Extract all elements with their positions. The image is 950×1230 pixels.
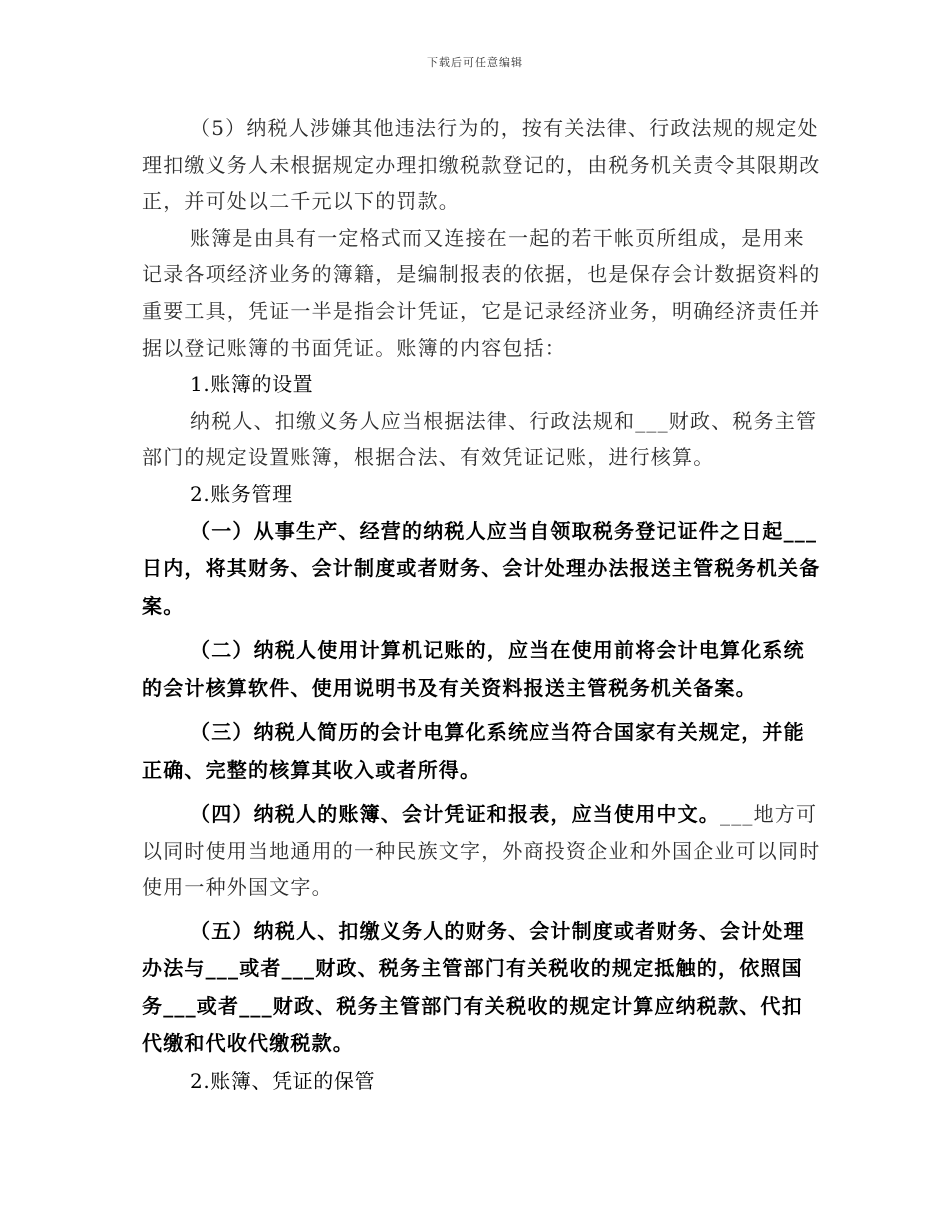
paragraph-item-5: （五）纳税人、扣缴义务人的财务、会计制度或者财务、会计处理办法与___或者___财政、税务主管部门有关税收的规定抵触的，依照国务___或者___财政、税务主管部门有关税收的规定计算应纳税款、代扣代缴和代收代缴税款。 <box>142 918 805 1056</box>
paragraph-item-1: （一）从事生产、经营的纳税人应当自领取税务登记证件之日起___日内，将其财务、会计制度或者财务、会计处理办法报送主管税务机关备案。 <box>142 518 821 618</box>
section-heading-account-management: 2.账务管理 <box>190 481 293 506</box>
paragraph-item-4-regular: ___地方可以同时使用当地通用的一种民族文字，外商投资企业和外国企业可以同时使用一种外国文字。 <box>142 802 821 900</box>
paragraph-item-3: （三）纳税人简历的会计电算化系统应当符合国家有关规定，并能正确、完整的核算其收入或者所得。 <box>142 720 805 782</box>
section-heading-account-setup: 1.账簿的设置 <box>190 372 314 397</box>
document-body <box>142 110 822 1099</box>
page-header: 下载后可任意编辑 <box>427 56 523 69</box>
paragraph-item-4-bold: （四）纳税人的账簿、会计凭证和报表，应当使用中文。 <box>190 802 720 827</box>
paragraph-item-4 <box>142 796 822 906</box>
paragraph-penalty: （5）纳税人涉嫌其他违法行为的，按有关法律、行政法规的规定处理扣缴义务人未根据规定办理扣缴税款登记的，由税务机关责令其限期改正，并可处以二千元以下的罚款。 <box>142 116 821 214</box>
section-heading-storage: 2.账簿、凭证的保管 <box>190 1068 376 1093</box>
paragraph-account-setup: 纳税人、扣缴义务人应当根据法律、行政法规和___财政、税务主管部门的规定设置账簿，根据合法、有效凭证记账，进行核算。 <box>142 408 818 470</box>
paragraph-account-book-definition: 账簿是由具有一定格式而又连接在一起的若干帐页所组成，是用来记录各项经济业务的簿籍，是编制报表的依据，也是保存会计数据资料的重要工具，凭证一半是指会计凭证，它是记录经济业务，明确经济责任并据以登记账簿的书面凭证。账簿的内容包括： <box>142 225 821 360</box>
paragraph-item-2: （二）纳税人使用计算机记账的，应当在使用前将会计电算化系统的会计核算软件、使用说明书及有关资料报送主管税务机关备案。 <box>142 638 805 700</box>
